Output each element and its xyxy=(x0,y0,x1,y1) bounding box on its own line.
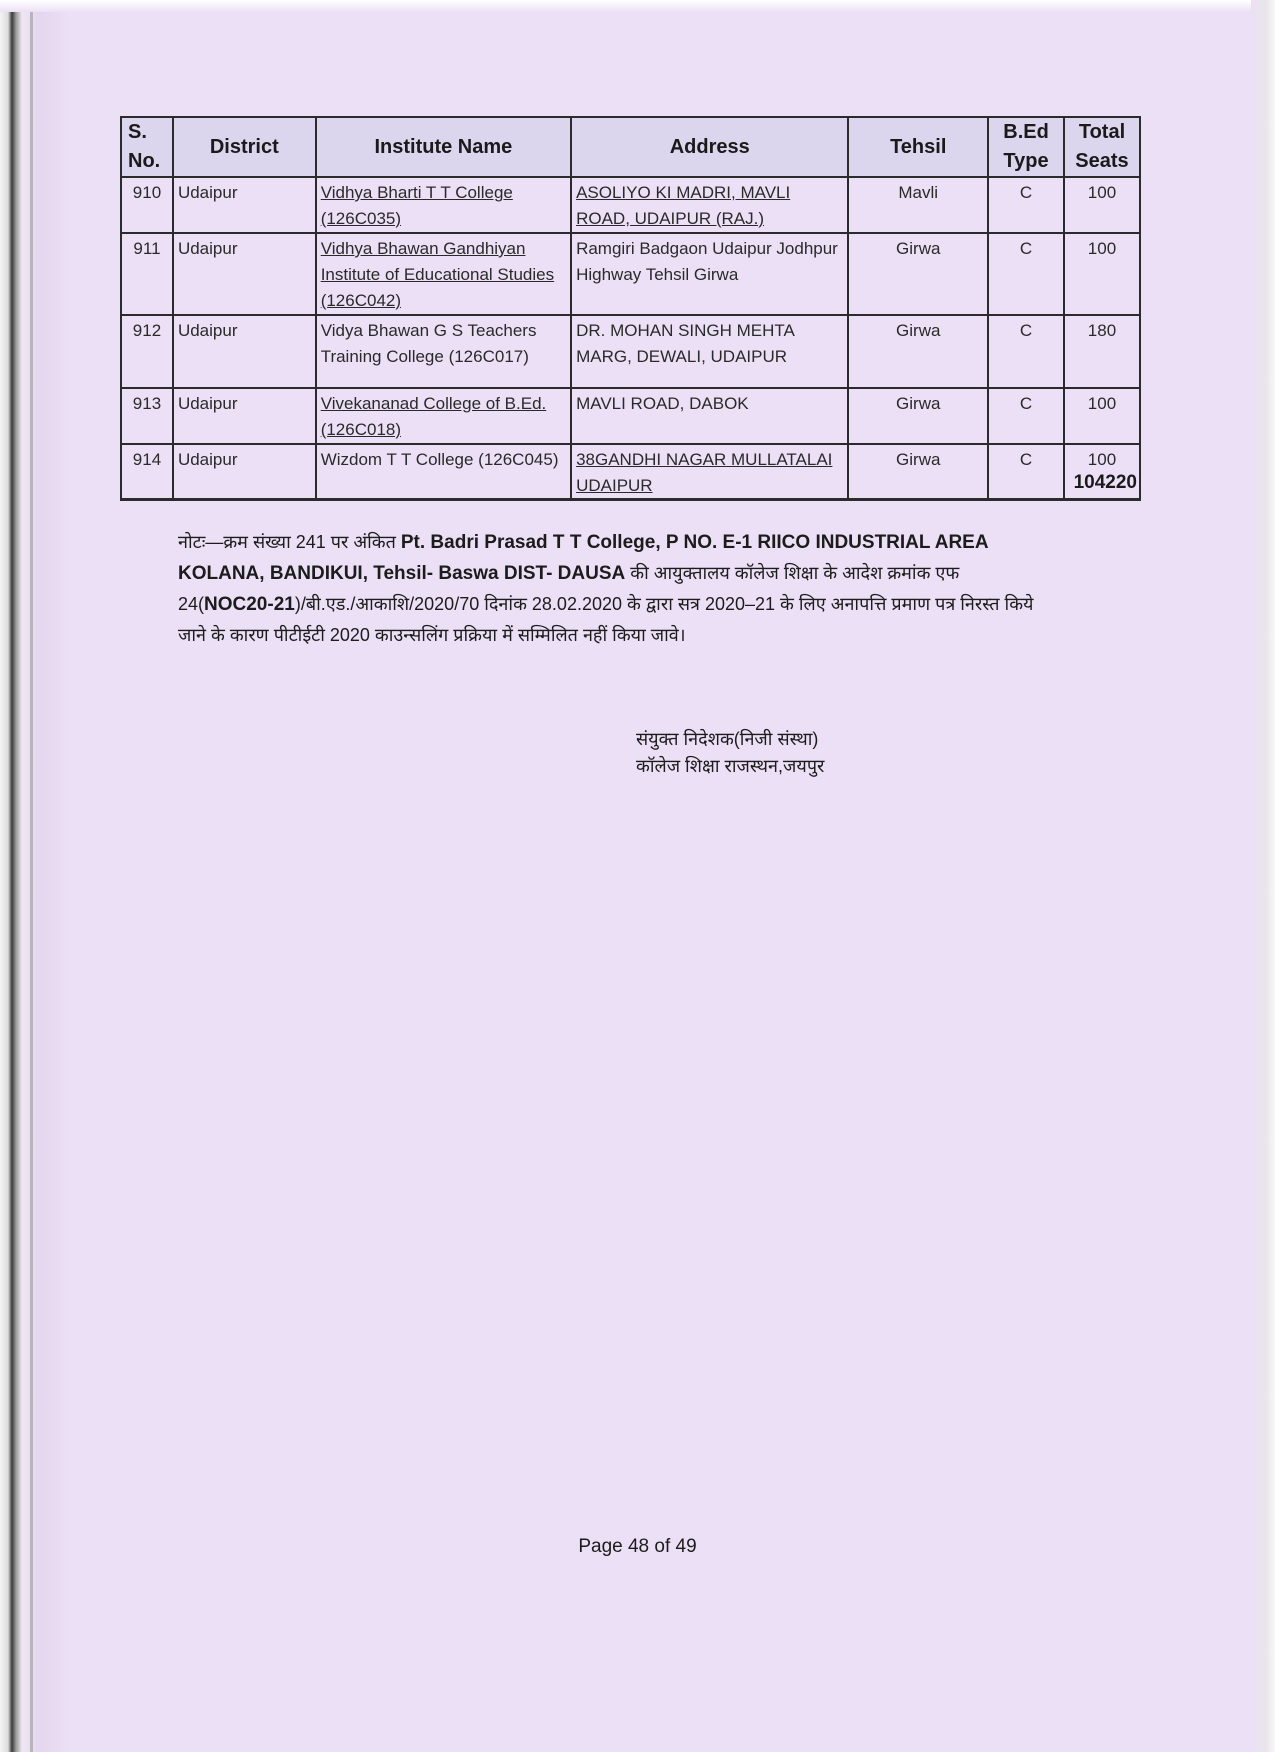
cell-institute: Vidhya Bharti T T College (126C035) xyxy=(316,177,571,233)
cell-tehsil: Girwa xyxy=(848,315,988,388)
institute-table xyxy=(120,116,1141,501)
cell-address: Ramgiri Badgaon Udaipur Jodhpur Highway Tehsil Girwa xyxy=(571,233,848,315)
header-district: District xyxy=(173,117,316,177)
grand-total-value: 104220 xyxy=(1073,472,1137,493)
cell-district: Udaipur xyxy=(173,388,316,444)
cell-tehsil: Girwa xyxy=(848,388,988,444)
signature-designation: संयुक्त निदेशक(निजी संस्था) xyxy=(636,729,819,749)
note-paragraph xyxy=(178,527,1058,650)
cell-type: C xyxy=(988,388,1064,444)
cell-district: Udaipur xyxy=(173,315,316,388)
cell-type: C xyxy=(988,177,1064,233)
table-header-row xyxy=(121,117,1140,177)
cell-seats: 180 xyxy=(1064,315,1140,388)
cell-sno: 914 xyxy=(121,444,173,500)
cell-sno: 911 xyxy=(121,233,173,315)
page-number: Page 48 of 49 xyxy=(578,1536,697,1557)
scan-top-edge xyxy=(0,0,1275,12)
note-college-name: Pt. Badri Prasad T T College, P NO. E-1 RIICO INDUSTRIAL AREA KOLANA, BANDIKUI, Tehsil- Baswa DIST- DAUSA xyxy=(178,532,988,584)
cell-type: C xyxy=(988,444,1064,500)
header-tehsil: Tehsil xyxy=(848,117,988,177)
cell-district: Udaipur xyxy=(173,444,316,500)
grand-total-row xyxy=(120,470,1141,500)
cell-seats: 100 xyxy=(1064,388,1140,444)
note-suffix: )/बी.एड./आकाशि/2020/70 दिनांक 28.02.2020 के द्वारा सत्र 2020–21 के लिए अनापत्ति प्रमाण पत्र निरस्त किये जाने के कारण पीटीईटी 2020 काउन्सलिंग प्रक्रिया में सम्मिलित नहीं किया जावे। xyxy=(178,594,1034,645)
scan-right-edge xyxy=(1251,0,1275,1752)
scan-binding-edge xyxy=(0,0,70,1752)
note-prefix: नोटः—क्रम संख्या 241 पर अंकित xyxy=(178,532,401,552)
cell-address: ASOLIYO KI MADRI, MAVLI ROAD, UDAIPUR (RAJ.) xyxy=(571,177,848,233)
cell-seats: 100 xyxy=(1064,233,1140,315)
header-sno: S. No. xyxy=(121,117,173,177)
cell-seats: 100 xyxy=(1064,177,1140,233)
header-institute-name: Institute Name xyxy=(316,117,571,177)
header-total-seats: Total Seats xyxy=(1064,117,1140,177)
signature-block xyxy=(636,726,824,780)
table-row xyxy=(121,177,1140,233)
cell-sno: 910 xyxy=(121,177,173,233)
note-order-number: NOC20-21 xyxy=(204,594,295,615)
cell-address: MAVLI ROAD, DABOK xyxy=(571,388,848,444)
cell-tehsil: Girwa xyxy=(848,233,988,315)
cell-sno: 913 xyxy=(121,388,173,444)
note-middle: की आयुक्तालय कॉलेज शिक्षा के आदेश क्रमांक एफ 24( xyxy=(178,563,960,614)
table-row xyxy=(121,388,1140,444)
cell-seats: 100 xyxy=(1064,444,1140,500)
cell-district: Udaipur xyxy=(173,233,316,315)
cell-tehsil: Mavli xyxy=(848,177,988,233)
cell-institute: Vidhya Bhawan Gandhiyan Institute of Educational Studies (126C042) xyxy=(316,233,571,315)
table-row xyxy=(121,233,1140,315)
cell-address: 38GANDHI NAGAR MULLATALAI UDAIPUR xyxy=(571,444,848,500)
table-row xyxy=(121,315,1140,388)
cell-address: DR. MOHAN SINGH MEHTA MARG, DEWALI, UDAIPUR xyxy=(571,315,848,388)
cell-type: C xyxy=(988,233,1064,315)
cell-institute: Vidya Bhawan G S Teachers Training College (126C017) xyxy=(316,315,571,388)
cell-tehsil: Girwa xyxy=(848,444,988,500)
header-bed-type: B.Ed Type xyxy=(988,117,1064,177)
cell-institute: Wizdom T T College (126C045) xyxy=(316,444,571,500)
cell-type: C xyxy=(988,315,1064,388)
signature-office: कॉलेज शिक्षा राजस्थन,जयपुर xyxy=(636,756,825,776)
cell-institute: Vivekananad College of B.Ed. (126C018) xyxy=(316,388,571,444)
header-address: Address xyxy=(571,117,848,177)
cell-sno: 912 xyxy=(121,315,173,388)
cell-district: Udaipur xyxy=(173,177,316,233)
